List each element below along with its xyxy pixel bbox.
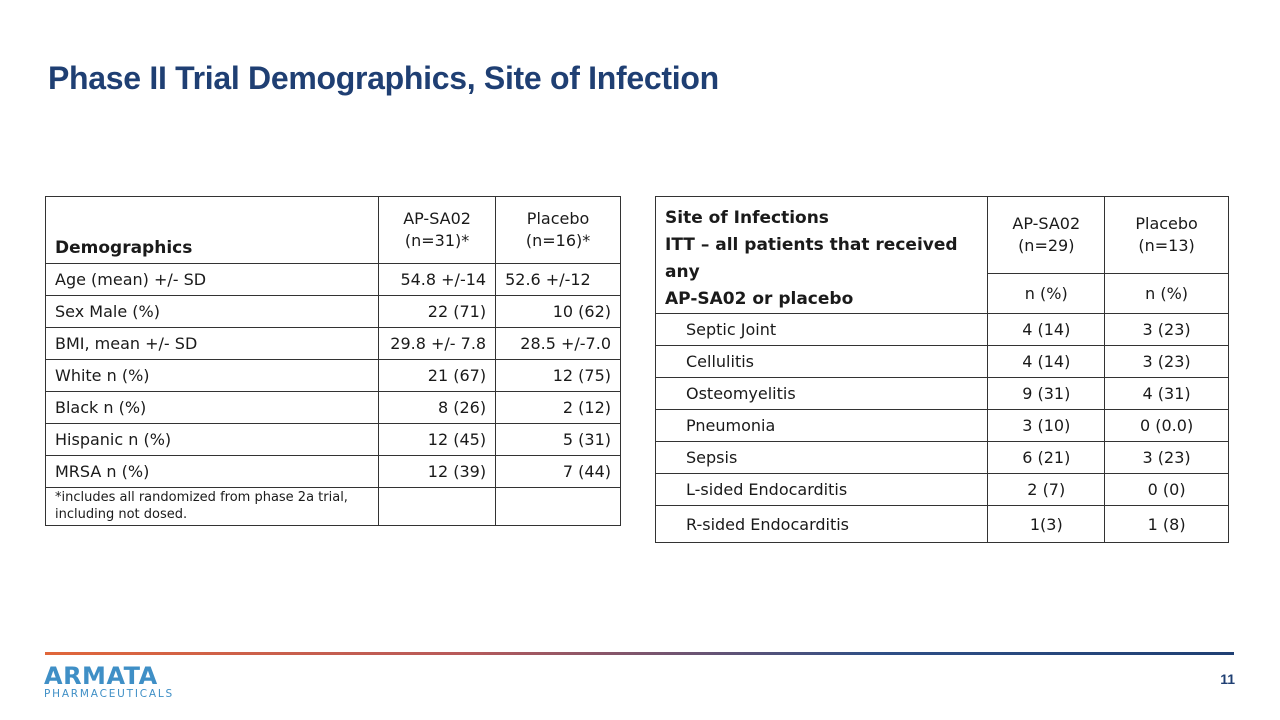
unit-label: n (%) [1105, 273, 1229, 313]
placebo-value: 52.6 +/-12 [496, 264, 621, 296]
placebo-value: 5 (31) [496, 424, 621, 456]
ap-sa02-value: 3 (10) [988, 410, 1105, 442]
placebo-column-header [1105, 197, 1229, 274]
ap-sa02-column-header [379, 197, 496, 264]
empty-cell [496, 488, 621, 526]
site-heading [656, 197, 988, 314]
row-label: BMI, mean +/- SD [46, 328, 379, 360]
row-label: R-sided Endocarditis [656, 506, 988, 543]
placebo-column-header [496, 197, 621, 264]
column-title: AP-SA02 [403, 209, 471, 228]
table-header-row [656, 197, 1229, 274]
site-heading-line: ITT – all patients that received any [665, 235, 958, 282]
column-title: AP-SA02 [1012, 213, 1081, 233]
armata-logo [44, 664, 174, 700]
ap-sa02-value: 8 (26) [379, 392, 496, 424]
ap-sa02-value: 6 (21) [988, 442, 1105, 474]
row-label: Sex Male (%) [46, 296, 379, 328]
placebo-value: 28.5 +/-7.0 [496, 328, 621, 360]
row-label: L-sided Endocarditis [656, 474, 988, 506]
placebo-value: 3 (23) [1105, 314, 1229, 346]
table-row [46, 360, 621, 392]
footnote-row [46, 488, 621, 526]
row-label: Pneumonia [656, 410, 988, 442]
column-title: Placebo [526, 209, 590, 228]
table-row [656, 378, 1229, 410]
site-heading-line: AP-SA02 or placebo [665, 289, 854, 309]
table-row [656, 506, 1229, 543]
placebo-value: 2 (12) [496, 392, 621, 424]
table-row [46, 424, 621, 456]
ap-sa02-value: 29.8 +/- 7.8 [379, 328, 496, 360]
site-heading-line: Site of Infections [665, 208, 829, 228]
row-label: Age (mean) +/- SD [46, 264, 379, 296]
table-row [656, 410, 1229, 442]
row-label: Cellulitis [656, 346, 988, 378]
page-number: 11 [1220, 671, 1235, 687]
column-count: (n=29) [1018, 235, 1075, 255]
placebo-value: 1 (8) [1105, 506, 1229, 543]
placebo-value: 4 (31) [1105, 378, 1229, 410]
table-row [46, 264, 621, 296]
column-count: (n=31)* [404, 231, 470, 250]
placebo-value: 3 (23) [1105, 442, 1229, 474]
row-label: MRSA n (%) [46, 456, 379, 488]
logo-name: ARMATA [44, 662, 158, 690]
row-label: Osteomyelitis [656, 378, 988, 410]
footer-divider [45, 652, 1234, 655]
placebo-value: 7 (44) [496, 456, 621, 488]
demographics-heading: Demographics [46, 197, 379, 264]
placebo-value: 12 (75) [496, 360, 621, 392]
demographics-table [45, 196, 621, 526]
logo-subtitle: PHARMACEUTICALS [44, 688, 174, 700]
page-title: Phase II Trial Demographics, Site of Infection [48, 60, 719, 96]
ap-sa02-value: 12 (45) [379, 424, 496, 456]
column-count: (n=16)* [525, 231, 591, 250]
row-label: White n (%) [46, 360, 379, 392]
table-row [46, 296, 621, 328]
placebo-value: 10 (62) [496, 296, 621, 328]
column-count: (n=13) [1138, 235, 1195, 255]
empty-cell [379, 488, 496, 526]
ap-sa02-value: 54.8 +/-14 [379, 264, 496, 296]
table-row [656, 474, 1229, 506]
table-row [46, 456, 621, 488]
ap-sa02-value: 4 (14) [988, 346, 1105, 378]
table-row [656, 442, 1229, 474]
row-label: Septic Joint [656, 314, 988, 346]
table-row [46, 328, 621, 360]
ap-sa02-column-header [988, 197, 1105, 274]
ap-sa02-value: 4 (14) [988, 314, 1105, 346]
row-label: Black n (%) [46, 392, 379, 424]
column-title: Placebo [1135, 213, 1198, 233]
row-label: Sepsis [656, 442, 988, 474]
ap-sa02-value: 9 (31) [988, 378, 1105, 410]
ap-sa02-value: 1(3) [988, 506, 1105, 543]
unit-label: n (%) [988, 273, 1105, 313]
table-row [46, 392, 621, 424]
table-row [656, 314, 1229, 346]
row-label: Hispanic n (%) [46, 424, 379, 456]
ap-sa02-value: 22 (71) [379, 296, 496, 328]
ap-sa02-value: 21 (67) [379, 360, 496, 392]
ap-sa02-value: 2 (7) [988, 474, 1105, 506]
table-header-row [46, 197, 621, 264]
placebo-value: 0 (0) [1105, 474, 1229, 506]
footnote: *includes all randomized from phase 2a trial, including not dosed. [46, 488, 379, 526]
placebo-value: 0 (0.0) [1105, 410, 1229, 442]
site-of-infection-table [655, 196, 1229, 543]
ap-sa02-value: 12 (39) [379, 456, 496, 488]
placebo-value: 3 (23) [1105, 346, 1229, 378]
table-row [656, 346, 1229, 378]
